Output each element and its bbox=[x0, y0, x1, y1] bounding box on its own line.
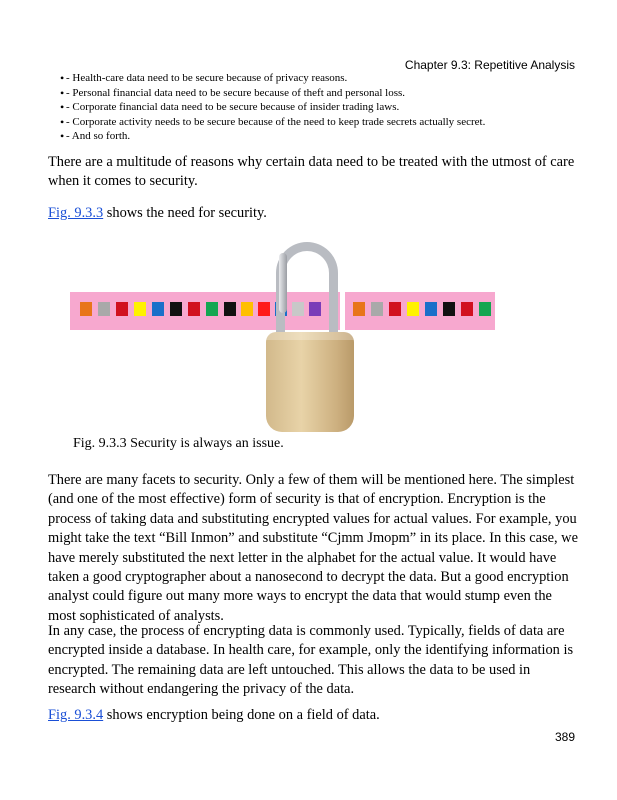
data-square bbox=[461, 302, 473, 316]
list-item: • - Health-care data need to be secure because of privacy reasons. bbox=[48, 71, 485, 86]
data-square bbox=[389, 302, 401, 316]
data-square bbox=[206, 302, 218, 316]
data-square bbox=[258, 302, 270, 316]
data-square bbox=[479, 302, 491, 316]
list-item: • - Corporate activity needs to be secure because of the need to keep trade secrets actually secret. bbox=[48, 115, 485, 130]
chapter-header: Chapter 9.3: Repetitive Analysis bbox=[404, 58, 575, 72]
encrypted-data-strip-right bbox=[345, 292, 495, 330]
data-square bbox=[188, 302, 200, 316]
data-square bbox=[116, 302, 128, 316]
data-square bbox=[98, 302, 110, 316]
paragraph-encryption: There are many facets to security. Only a few of them will be mentioned here. The simplest (and one of the most effective) form of security is that of encryption. Encryption is the process of taking data and substituting encrypted values for actual values. For example, you might take the text “Bill Inmon” and substitute “Cjmm Jmopm” in its place. In this case, we have merely substituted the next letter in the alphabet for the actual value. It would have taken a good cryptographer about a nanosecond to decrypt the data. But a good encryption analyst could figure out many more ways to encrypt the data that would stump even the most sophisticated of analysts. bbox=[48, 472, 578, 624]
paragraph-figure-ref-2 bbox=[48, 706, 578, 725]
data-square bbox=[241, 302, 253, 316]
data-square bbox=[224, 302, 236, 316]
data-square bbox=[80, 302, 92, 316]
data-square bbox=[407, 302, 419, 316]
list-item: • - And so forth. bbox=[48, 129, 485, 144]
reason-bullet-list bbox=[48, 71, 485, 144]
paragraph-figure-ref-2-text: shows encryption being done on a field of data. bbox=[103, 707, 380, 723]
data-square bbox=[134, 302, 146, 316]
padlock-shackle bbox=[276, 242, 338, 346]
data-square bbox=[425, 302, 437, 316]
paragraph-database-encryption: In any case, the process of encrypting data is commonly used. Typically, fields of data are encrypted inside a database. In health care, for example, only the identifying information is encrypted. The remaining data are left untouched. This allows the data to be used in research without endangering the privacy of the data. bbox=[48, 623, 574, 698]
paragraph-figure-ref bbox=[48, 204, 578, 223]
list-item: • - Personal financial data need to be secure because of theft and personal loss. bbox=[48, 86, 485, 101]
data-square bbox=[170, 302, 182, 316]
figure-caption: Fig. 9.3.3 Security is always an issue. bbox=[73, 436, 284, 451]
data-square bbox=[443, 302, 455, 316]
paragraph-figure-ref-text: shows the need for security. bbox=[103, 205, 267, 221]
paragraph-reasons: There are a multitude of reasons why certain data need to be treated with the utmost of care when it comes to security. bbox=[48, 154, 575, 190]
list-item: • - Corporate financial data need to be secure because of insider trading laws. bbox=[48, 100, 485, 115]
data-square bbox=[152, 302, 164, 316]
figure-link-9-3-3[interactable]: Fig. 9.3.3 bbox=[48, 205, 104, 221]
figure-link-9-3-4[interactable]: Fig. 9.3.4 bbox=[48, 707, 104, 723]
page-number: 389 bbox=[554, 730, 575, 744]
padlock-icon bbox=[266, 332, 354, 432]
security-figure bbox=[70, 240, 495, 432]
data-square bbox=[371, 302, 383, 316]
data-square bbox=[353, 302, 365, 316]
